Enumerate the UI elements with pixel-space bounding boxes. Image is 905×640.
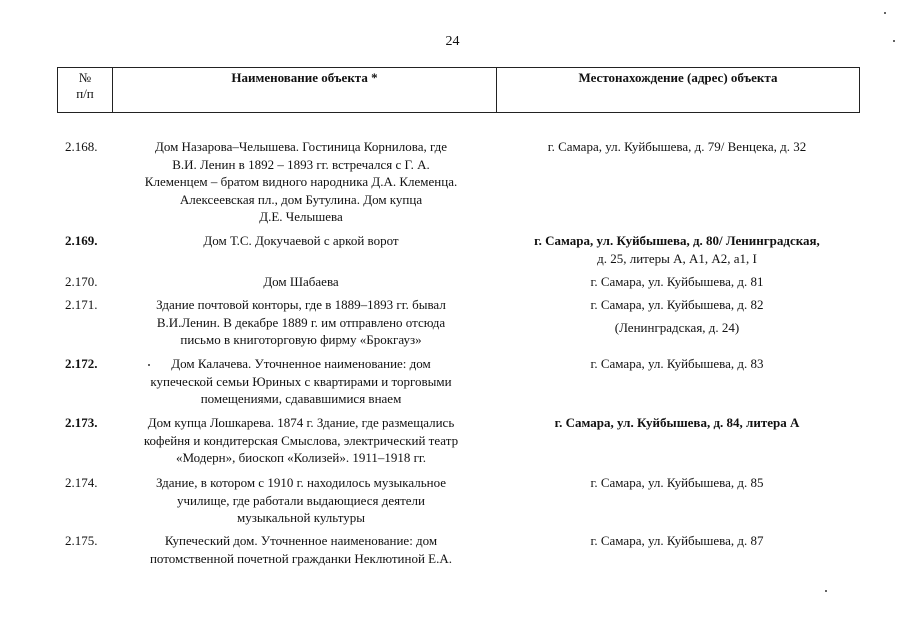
row-number: 2.169. (65, 233, 98, 248)
object-name-line: «Модерн», биоскоп «Колизей». 1911–1918 гг. (175, 450, 427, 465)
object-name (115, 532, 487, 567)
object-address-line: д. 25, литеры А, А1, А2, а1, I (597, 250, 757, 266)
row-number: 2.174. (65, 475, 98, 490)
object-name-line: Д.Е. Челышева (259, 209, 343, 224)
scan-speck (884, 12, 886, 14)
object-address-line: г. Самара, ул. Куйбышева, д. 82 (590, 297, 764, 312)
row-number: 2.168. (65, 139, 98, 154)
object-name-line: Купеческий дом. Уточненное наименование: дом (164, 533, 438, 548)
object-address (493, 474, 861, 492)
object-name (115, 232, 487, 250)
object-name (115, 296, 487, 349)
object-address-line: г. Самара, ул. Куйбышева, д. 85 (590, 475, 764, 490)
object-name-line: купеческой семьи Юриных с квартирами и торговыми (150, 373, 452, 389)
object-address (493, 273, 861, 291)
row-number: 2.175. (65, 533, 98, 548)
object-address-line: г. Самара, ул. Куйбышева, д. 79/ Венцека, д. 32 (547, 139, 807, 154)
scan-speck (893, 40, 895, 42)
object-address-line: (Ленинградская, д. 24) (614, 319, 740, 335)
object-name-line: музыкальной культуры (237, 510, 365, 525)
page-number: 24 (445, 34, 460, 49)
object-name-line: Дом Шабаева (263, 274, 339, 289)
object-name-line: Клеменцем – братом видного народника Д.А. Клеменца. (144, 174, 458, 189)
object-name-line: Здание, в котором с 1910 г. находилось музыкальное (155, 475, 447, 490)
object-name-line: кофейня и кондитерская Смыслова, электрический театр (143, 432, 459, 448)
object-address-line: г. Самара, ул. Куйбышева, д. 80/ Ленинградская, (534, 233, 820, 248)
object-name-line: Дом Т.С. Докучаевой с аркой ворот (203, 233, 399, 248)
object-address (493, 355, 861, 373)
object-name-line: Дом купца Лошкарева. 1874 г. Здание, где размещались (147, 415, 455, 430)
header-name-cell (113, 68, 497, 113)
scan-speck (148, 364, 150, 366)
object-name (115, 474, 487, 527)
object-name-line: В.И. Ленин в 1892 – 1893 гг. встречался с Г. А. (172, 156, 430, 172)
object-address-line: г. Самара, ул. Куйбышева, д. 84, литера А (554, 415, 800, 430)
object-address (493, 232, 861, 267)
row-number: 2.170. (65, 274, 98, 289)
row-number: 2.173. (65, 415, 98, 430)
object-name-line: потомственной почетной гражданки Неклютиной Е.А. (149, 550, 453, 566)
table-header (57, 67, 860, 113)
header-address-cell (497, 68, 860, 113)
scan-speck (825, 590, 827, 592)
object-address (493, 414, 861, 432)
object-name-line: Дом Назарова–Челышева. Гостиница Корнилова, где (154, 139, 448, 154)
object-address (493, 138, 861, 156)
object-name-line: Здание почтовой конторы, где в 1889–1893 гг. бывал (156, 297, 446, 312)
header-address-label: Местонахождение (адрес) объекта (578, 70, 778, 85)
row-number: 2.172. (65, 356, 98, 371)
object-address (493, 296, 861, 336)
object-name-line: помещениями, сдававшимися внаем (200, 391, 402, 406)
object-name (115, 355, 487, 408)
header-num-cell (58, 68, 113, 113)
object-name-line: Дом Калачева. Уточненное наименование: дом (171, 356, 431, 371)
object-address (493, 532, 861, 550)
object-name-line: училище, где работали выдающиеся деятели (177, 492, 425, 508)
row-number: 2.171. (65, 297, 98, 312)
object-name-line: письмо в книготорговую фирму «Брокгауз» (180, 332, 422, 347)
object-name-line: В.И.Ленин. В декабре 1889 г. им отправлено отсюда (156, 314, 446, 330)
header-num-label: № (78, 70, 92, 85)
object-address-line: г. Самара, ул. Куйбышева, д. 83 (590, 356, 764, 371)
object-address-line: г. Самара, ул. Куйбышева, д. 87 (590, 533, 764, 548)
object-name-line: Алексеевская пл., дом Бутулина. Дом купца (179, 191, 423, 207)
object-name (115, 273, 487, 291)
object-name (115, 138, 487, 226)
object-address-line: г. Самара, ул. Куйбышева, д. 81 (590, 274, 764, 289)
header-name-label: Наименование объекта * (231, 70, 378, 85)
header-num-sublabel: п/п (76, 86, 94, 101)
object-name (115, 414, 487, 467)
